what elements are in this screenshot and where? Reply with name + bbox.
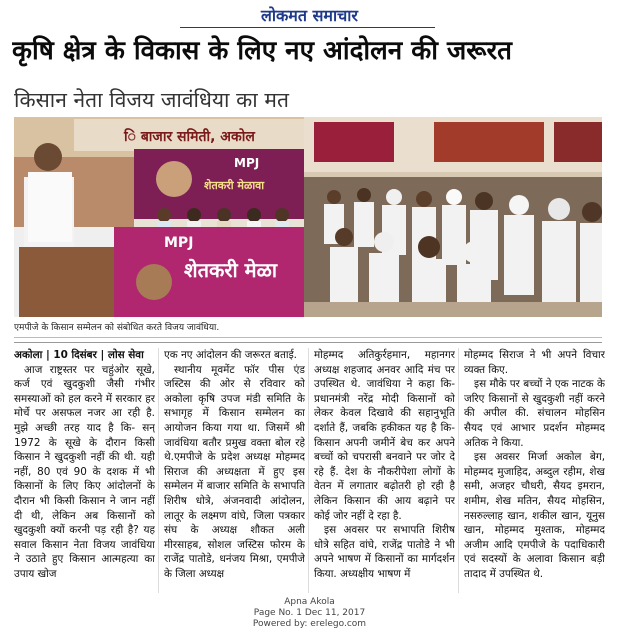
paragraph: मोहम्मद अतिकुर्रहमान, महानगर अध्यक्ष शहजाद अनवर आदि मंच पर उपस्थित थे. जावंधिया ने कहा कि- प्रधानमंत्री नरेंद्र मोदी किसानों को लेकर केवल दिखावे की सहानुभूति दर्शाते हैं, जबकि हकीकत यह है कि- किसान अपनी जमीनें बेच कर अपने बच्चों को चपरासी बनवाने पर जोर दे रहे हैं. देश के नौकरीपेशा लोगों के वेतन में लगातार बढ़ोतरी हो रही है लेकिन किसान की आय बढ़ाने पर कोई जोर नहीं दे रहा है.: [314, 349, 455, 522]
edition-name: Apna Akola: [284, 597, 335, 607]
page-number-date: Page No. 1 Dec 11, 2017: [253, 608, 366, 618]
column-divider: [158, 348, 159, 593]
article-column-3: [314, 348, 455, 593]
paragraph: आज राष्ट्रस्तर पर चहुंओर सूखे, कर्ज एवं खुदकुशी जैसी गंभीर समस्याओं को हल करने में सरकार हर मोर्चे पर असफल नजर आ रही है. मुझे अच्छी तरह याद है कि- सन् 1972 के सूखे के दौरान किसी किसान ने खुदकुशी नहीं की थी. यही नहीं, 80 एवं 90 के दशक में भी किसानों के लिए किए आंदोलनों के दौरान भी किसी किसान ने जान नहीं दी थी, लेकिन अब किसानों को खुदकुशी क्यों करनी पड़ रही है? यह सवाल किसान नेता विजय जावंधिया ने उठाते हुए किसान आत्महत्या का उपाय खोज: [14, 363, 155, 580]
paragraph: इस अवसर पर सभापति शिरीष धोत्रे सहित वांघे, राजेंद्र पातोडे ने भी अपने भाषण में किसानों का मार्गदर्शन किया. अध्यक्षीय भाषण में: [314, 524, 455, 580]
column-divider: [308, 348, 309, 593]
page-footer: [0, 597, 619, 630]
paragraph: इस अवसर मिर्जा अकोल बेग, मोहम्मद मुजाहिद, अब्दुल रहीम, शेख समी, अजहर चौधरी, सैयद इमरान, शमीम, शेख मतिन, सैयद मोहसिन, नसरुल्लाह खान, शकील खान, यूनुस खान, मोहम्मद मुश्ताक, मोहम्मद अजीम आदि एमपीजे के पदाधिकारी एवं सदस्यों के अलावा किसान बड़ी तादाद में उपस्थित थे.: [464, 451, 605, 580]
section-rule: [14, 342, 602, 343]
paragraph: एक नए आंदोलन की जरूरत बताई.: [164, 349, 297, 361]
article-column-1: [14, 348, 155, 593]
powered-by-link[interactable]: Powered by: erelego.com: [252, 619, 367, 629]
masthead-underline: [180, 27, 435, 28]
article-column-2: [164, 348, 305, 593]
article-column-4: [464, 348, 605, 593]
news-photo: [14, 117, 602, 317]
banner-shetkari-2-text: शेतकरी मेळा: [184, 258, 278, 282]
newspaper-masthead: लोकमत समाचार: [261, 6, 358, 25]
banner-shetkari-text: शेतकरी मेळावा: [204, 179, 265, 192]
headline: कृषि क्षेत्र के विकास के लिए नए आंदोलन की जरूरत: [12, 36, 512, 66]
column-divider: [458, 348, 459, 593]
banner-mpj-text: MPJ: [234, 156, 260, 170]
dateline: अकोला | 10 दिसंबर | लोस सेवा: [14, 349, 144, 361]
paragraph: स्थानीय मूवमेंट फॉर पीस एंड जस्टिस की ओर से रविवार को अकोला कृषि उपज मंडी समिति के सभागृह में किसान सम्मेलन का आयोजन किया गया था. जिसमें श्री जावंधिया बतौर प्रमुख वक्ता बोल रहे थे.एमपीजे के प्रदेश अध्यक्ष मोहम्मद सिराज की अध्यक्षता में हुए इस सम्मेलन में बाजार समिति के सभापति शिरीष धोत्रे, अंजनवादी आंदोलन, लातूर के लक्ष्मण वांघे, जिला पत्रकार संघ के अध्यक्ष शौकत अली मीरसाहब, सोशल जस्टिस फोरम के राजेंद्र पातोडे, धनंजय मिश्रा, एमपीजे के जिला अध्यक्ष: [164, 363, 305, 580]
paragraph: मोहम्मद सिराज ने भी अपने विचार व्यक्त किए.: [464, 349, 605, 376]
banner-top-text: ि बाजार समिती, अकोल: [124, 129, 255, 145]
photo-caption: एमपीजे के किसान सम्मेलन को संबोधित करते विजय जावंधिया.: [14, 319, 602, 338]
paragraph: इस मौके पर बच्चों ने एक नाटक के जरिए किसानों से खुदकुशी नहीं करने की अपील की. संचालन मोहसिन सैयद एवं आभार प्रदर्शन मोहम्मद अतिक ने किया.: [464, 378, 605, 449]
banner-mpj-2-text: MPJ: [164, 235, 194, 251]
subheadline: किसान नेता विजय जावंधिया का मत: [14, 88, 289, 112]
